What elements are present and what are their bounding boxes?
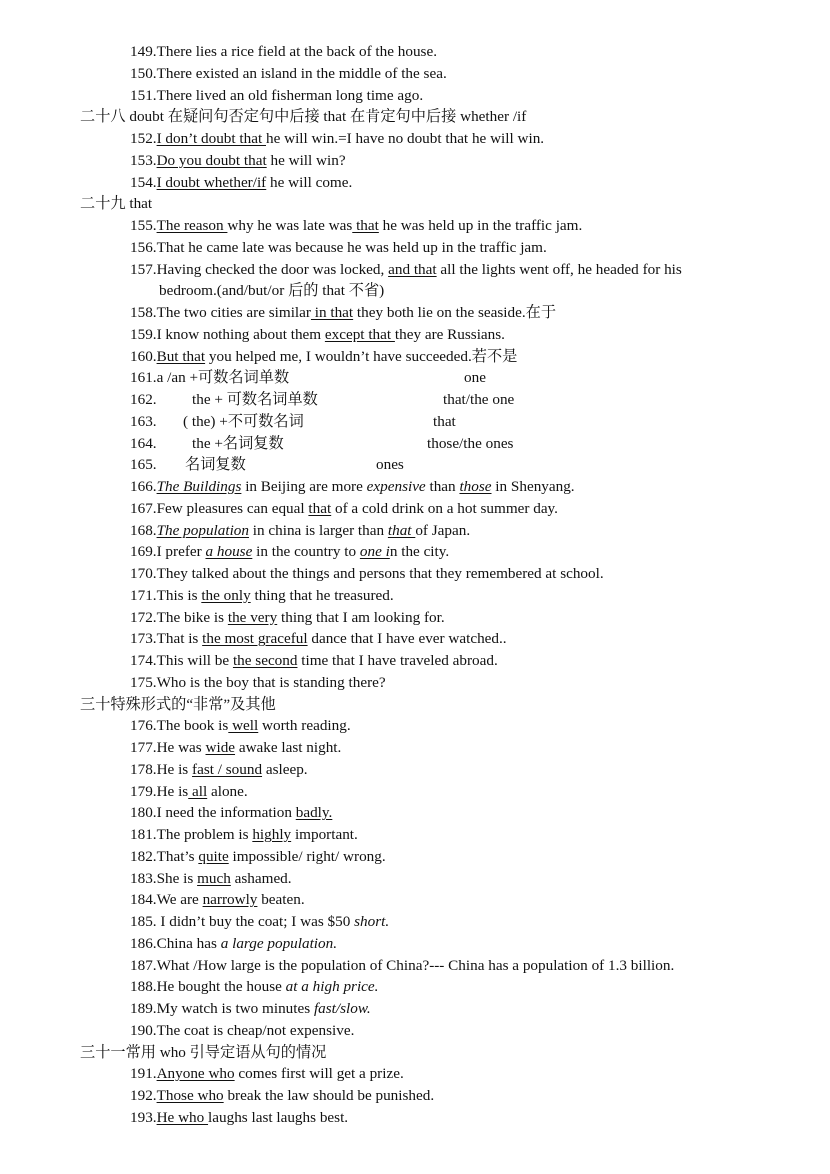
text-segment: 二十九 that (80, 195, 153, 213)
text-line (130, 150, 346, 172)
text-segment: 153. (130, 151, 157, 169)
text-segment: important. (291, 826, 358, 843)
text-line (130, 172, 352, 194)
text-line (130, 759, 308, 781)
text-line (130, 215, 582, 237)
text-segment: ashamed. (230, 869, 292, 887)
text-line (130, 128, 544, 150)
text-segment: 169.I prefer (130, 543, 206, 561)
text-segment: thing that he treasured. (250, 586, 394, 604)
text-line (130, 1020, 354, 1042)
text-line (130, 868, 292, 890)
text-segment: 158.The two cities are similar (130, 304, 311, 321)
text-segment: the + 可数名词单数 (192, 391, 318, 408)
text-line (130, 976, 378, 998)
text-segment: in the country to (252, 543, 360, 561)
text-line (130, 889, 305, 911)
text-line (130, 41, 437, 63)
text-segment: awake last night. (235, 739, 342, 756)
text-line (130, 454, 404, 476)
text-line (130, 520, 470, 542)
text-line (130, 411, 456, 433)
text-segment: Do you doubt that (156, 151, 267, 169)
text-line (130, 650, 498, 672)
text-segment: 三十特殊形式的“非常”及其他 (80, 695, 276, 713)
text-line (130, 63, 447, 85)
text-segment: quite (198, 847, 229, 865)
text-segment: that (387, 521, 416, 539)
text-segment: beaten. (257, 891, 305, 909)
text-segment: of Japan. (415, 521, 471, 539)
text-segment: break the law should be punished. (223, 1087, 435, 1104)
text-segment: 178.He is (130, 760, 193, 778)
text-segment: 151.There lived an old fisherman long time ago. (130, 86, 424, 104)
text-line (130, 1107, 348, 1129)
text-line (130, 672, 386, 694)
text-segment: Those who (156, 1087, 224, 1104)
text-segment: ( the) +不可数名词 (183, 412, 304, 430)
text-line (130, 585, 394, 607)
text-line (130, 955, 674, 977)
text-segment: 190.The coat is cheap/not expensive. (130, 1021, 355, 1039)
text-segment: a house (205, 543, 253, 561)
text-segment: 154. (130, 173, 157, 191)
text-segment: 150.There existed an island in the middle of the sea. (130, 64, 447, 82)
text-line (130, 476, 575, 498)
text-segment: 168. (130, 521, 157, 539)
text-segment: you helped me, I wouldn’t have succeeded.若不是 (205, 347, 518, 365)
text-segment: the only (201, 586, 251, 604)
text-segment: 172.The bike is (130, 608, 228, 626)
text-segment: in Shenyang. (491, 478, 575, 495)
text-segment: he was held up in the traffic jam. (378, 217, 583, 234)
text-line (159, 280, 384, 302)
text-segment: 181.The problem is (130, 826, 253, 843)
text-segment: 名词复数 (185, 456, 246, 474)
text-segment: those (459, 478, 492, 495)
text-segment: 159.I know nothing about them (130, 325, 325, 343)
text-segment: 160. (130, 347, 157, 365)
text-segment: he will win? (266, 151, 346, 169)
text-segment: 174.This will be (130, 652, 233, 669)
text-segment: He who (156, 1108, 209, 1126)
text-segment: than (425, 478, 460, 495)
text-segment: fast / sound (192, 760, 263, 778)
text-segment: n the city. (389, 543, 450, 561)
text-segment: 186.China has (130, 934, 221, 952)
text-segment: 173.That is (130, 630, 203, 648)
text-segment: 189.My watch is two minutes (130, 1000, 314, 1017)
text-line (130, 433, 514, 455)
text-segment: 155. (130, 217, 157, 234)
section-heading (80, 193, 152, 215)
text-segment: time that I have traveled abroad. (297, 652, 498, 669)
text-segment: 187.What /How large is the population of China?--- China has a population of 1.3 billion. (130, 956, 675, 974)
text-segment: 185. I didn’t buy the coat; I was $50 (130, 913, 355, 930)
text-segment: the +名词复数 (192, 434, 284, 452)
text-segment: 149.There lies a rice field at the back of the house. (130, 43, 437, 60)
text-segment: all the lights went off, he headed for his (436, 260, 682, 278)
text-segment: I doubt whether/if (156, 173, 267, 191)
text-segment: except that (324, 325, 395, 343)
section-heading (80, 106, 526, 128)
text-segment: badly. (295, 804, 333, 822)
text-segment: he will win.=I have no doubt that he will win. (265, 130, 545, 147)
text-segment: of a cold drink on a hot summer day. (331, 499, 558, 517)
text-line (130, 998, 371, 1020)
text-segment: 三十一常用 who 引导定语从句的情况 (80, 1043, 327, 1061)
text-segment: one (464, 369, 486, 387)
text-segment: 165. (130, 456, 157, 474)
text-segment: 192. (130, 1087, 157, 1104)
text-segment: comes first will get a prize. (234, 1065, 404, 1083)
text-segment: and that (388, 260, 437, 278)
text-segment: asleep. (262, 760, 308, 778)
text-segment: 193. (130, 1108, 157, 1126)
text-segment: alone. (207, 782, 248, 800)
text-segment: 188.He bought the house (130, 978, 286, 996)
text-line (130, 259, 682, 281)
text-segment: all (188, 782, 208, 800)
text-segment: 162. (130, 391, 157, 408)
text-segment: one i (359, 543, 390, 561)
text-segment: in china is larger than (248, 521, 388, 539)
text-segment: in Beijing are more (241, 478, 367, 495)
text-segment: in that (310, 304, 354, 321)
text-segment: 164. (130, 434, 157, 452)
text-line (130, 563, 604, 585)
text-segment: they both lie on the seaside.在于 (353, 304, 557, 321)
text-segment: The Buildings (156, 478, 242, 495)
text-line (130, 607, 445, 629)
text-segment: fast/slow. (313, 1000, 371, 1017)
text-segment: he will come. (266, 173, 353, 191)
section-heading (80, 1042, 326, 1064)
text-segment: impossible/ right/ wrong. (228, 847, 386, 865)
text-segment: 184.We are (130, 891, 203, 909)
text-segment: the most graceful (202, 630, 308, 648)
text-segment: the second (232, 652, 298, 669)
text-line (130, 237, 547, 259)
text-segment: 156.That he came late was because he was held up in the traffic jam. (130, 238, 547, 256)
text-line (130, 737, 341, 759)
text-segment: why he was late was (227, 217, 353, 234)
text-segment: at a high price. (285, 978, 379, 996)
text-line (130, 824, 358, 846)
text-segment: 167.Few pleasures can equal (130, 499, 309, 517)
text-segment: 170.They talked about the things and persons that they remembered at school. (130, 565, 604, 582)
text-segment: dance that I have ever watched.. (307, 630, 507, 648)
text-segment: much (197, 869, 231, 887)
text-segment: 180.I need the information (130, 804, 296, 822)
text-segment: a large population. (220, 934, 337, 952)
text-line (130, 802, 332, 824)
text-line (130, 367, 486, 389)
text-segment: But that (156, 347, 206, 365)
text-line (130, 346, 517, 368)
text-line (130, 781, 248, 803)
text-segment: 183.She is (130, 869, 198, 887)
text-line (130, 1063, 404, 1085)
text-segment: thing that I am looking for. (277, 608, 445, 626)
text-segment: highly (252, 826, 292, 843)
text-line (130, 541, 449, 563)
section-heading (80, 694, 276, 716)
text-segment: ones (376, 456, 404, 474)
text-segment: I don’t doubt that (156, 130, 266, 147)
text-segment: 176.The book is (130, 717, 229, 735)
text-line (130, 498, 558, 520)
text-segment: 191. (130, 1065, 157, 1083)
text-segment: The reason (156, 217, 228, 234)
text-segment: The population (156, 521, 249, 539)
text-segment: 157.Having checked the door was locked, (130, 260, 389, 278)
text-segment: worth reading. (258, 717, 351, 735)
text-segment: that (352, 217, 379, 234)
text-segment: 177.He was (130, 739, 206, 756)
text-segment: the very (227, 608, 278, 626)
text-segment: 179.He is (130, 782, 189, 800)
text-line (130, 628, 507, 650)
text-line (130, 846, 386, 868)
text-line (130, 389, 515, 411)
text-segment: 175.Who is the boy that is standing there? (130, 673, 386, 691)
text-segment: that (433, 412, 456, 430)
text-segment: that (308, 499, 332, 517)
text-segment: 二十八 doubt 在疑问句否定句中后接 that 在肯定句中后接 whether /if (80, 108, 527, 126)
text-segment: short. (354, 913, 390, 930)
text-segment: wide (205, 739, 236, 756)
text-segment: 152. (130, 130, 157, 147)
text-line (130, 324, 505, 346)
text-segment: bedroom.(and/but/or 后的 that 不省) (159, 282, 385, 300)
text-segment: expensive (366, 478, 426, 495)
text-segment: they are Russians. (394, 325, 505, 343)
text-line (130, 302, 556, 324)
text-segment: 171.This is (130, 586, 202, 604)
text-line (130, 715, 351, 737)
text-segment: 182.That’s (130, 847, 199, 865)
text-line (130, 933, 337, 955)
text-segment: Anyone who (156, 1065, 235, 1083)
text-segment: that/the one (443, 391, 515, 408)
text-segment: 163. (130, 412, 157, 430)
text-line (130, 1085, 434, 1107)
text-segment: narrowly (202, 891, 258, 909)
text-segment: 161.a /an +可数名词单数 (130, 369, 290, 387)
text-segment: laughs last laughs best. (208, 1108, 349, 1126)
text-segment: those/the ones (427, 434, 514, 452)
text-line (130, 85, 423, 107)
text-segment: well (228, 717, 259, 735)
text-segment: 166. (130, 478, 157, 495)
text-line (130, 911, 389, 933)
